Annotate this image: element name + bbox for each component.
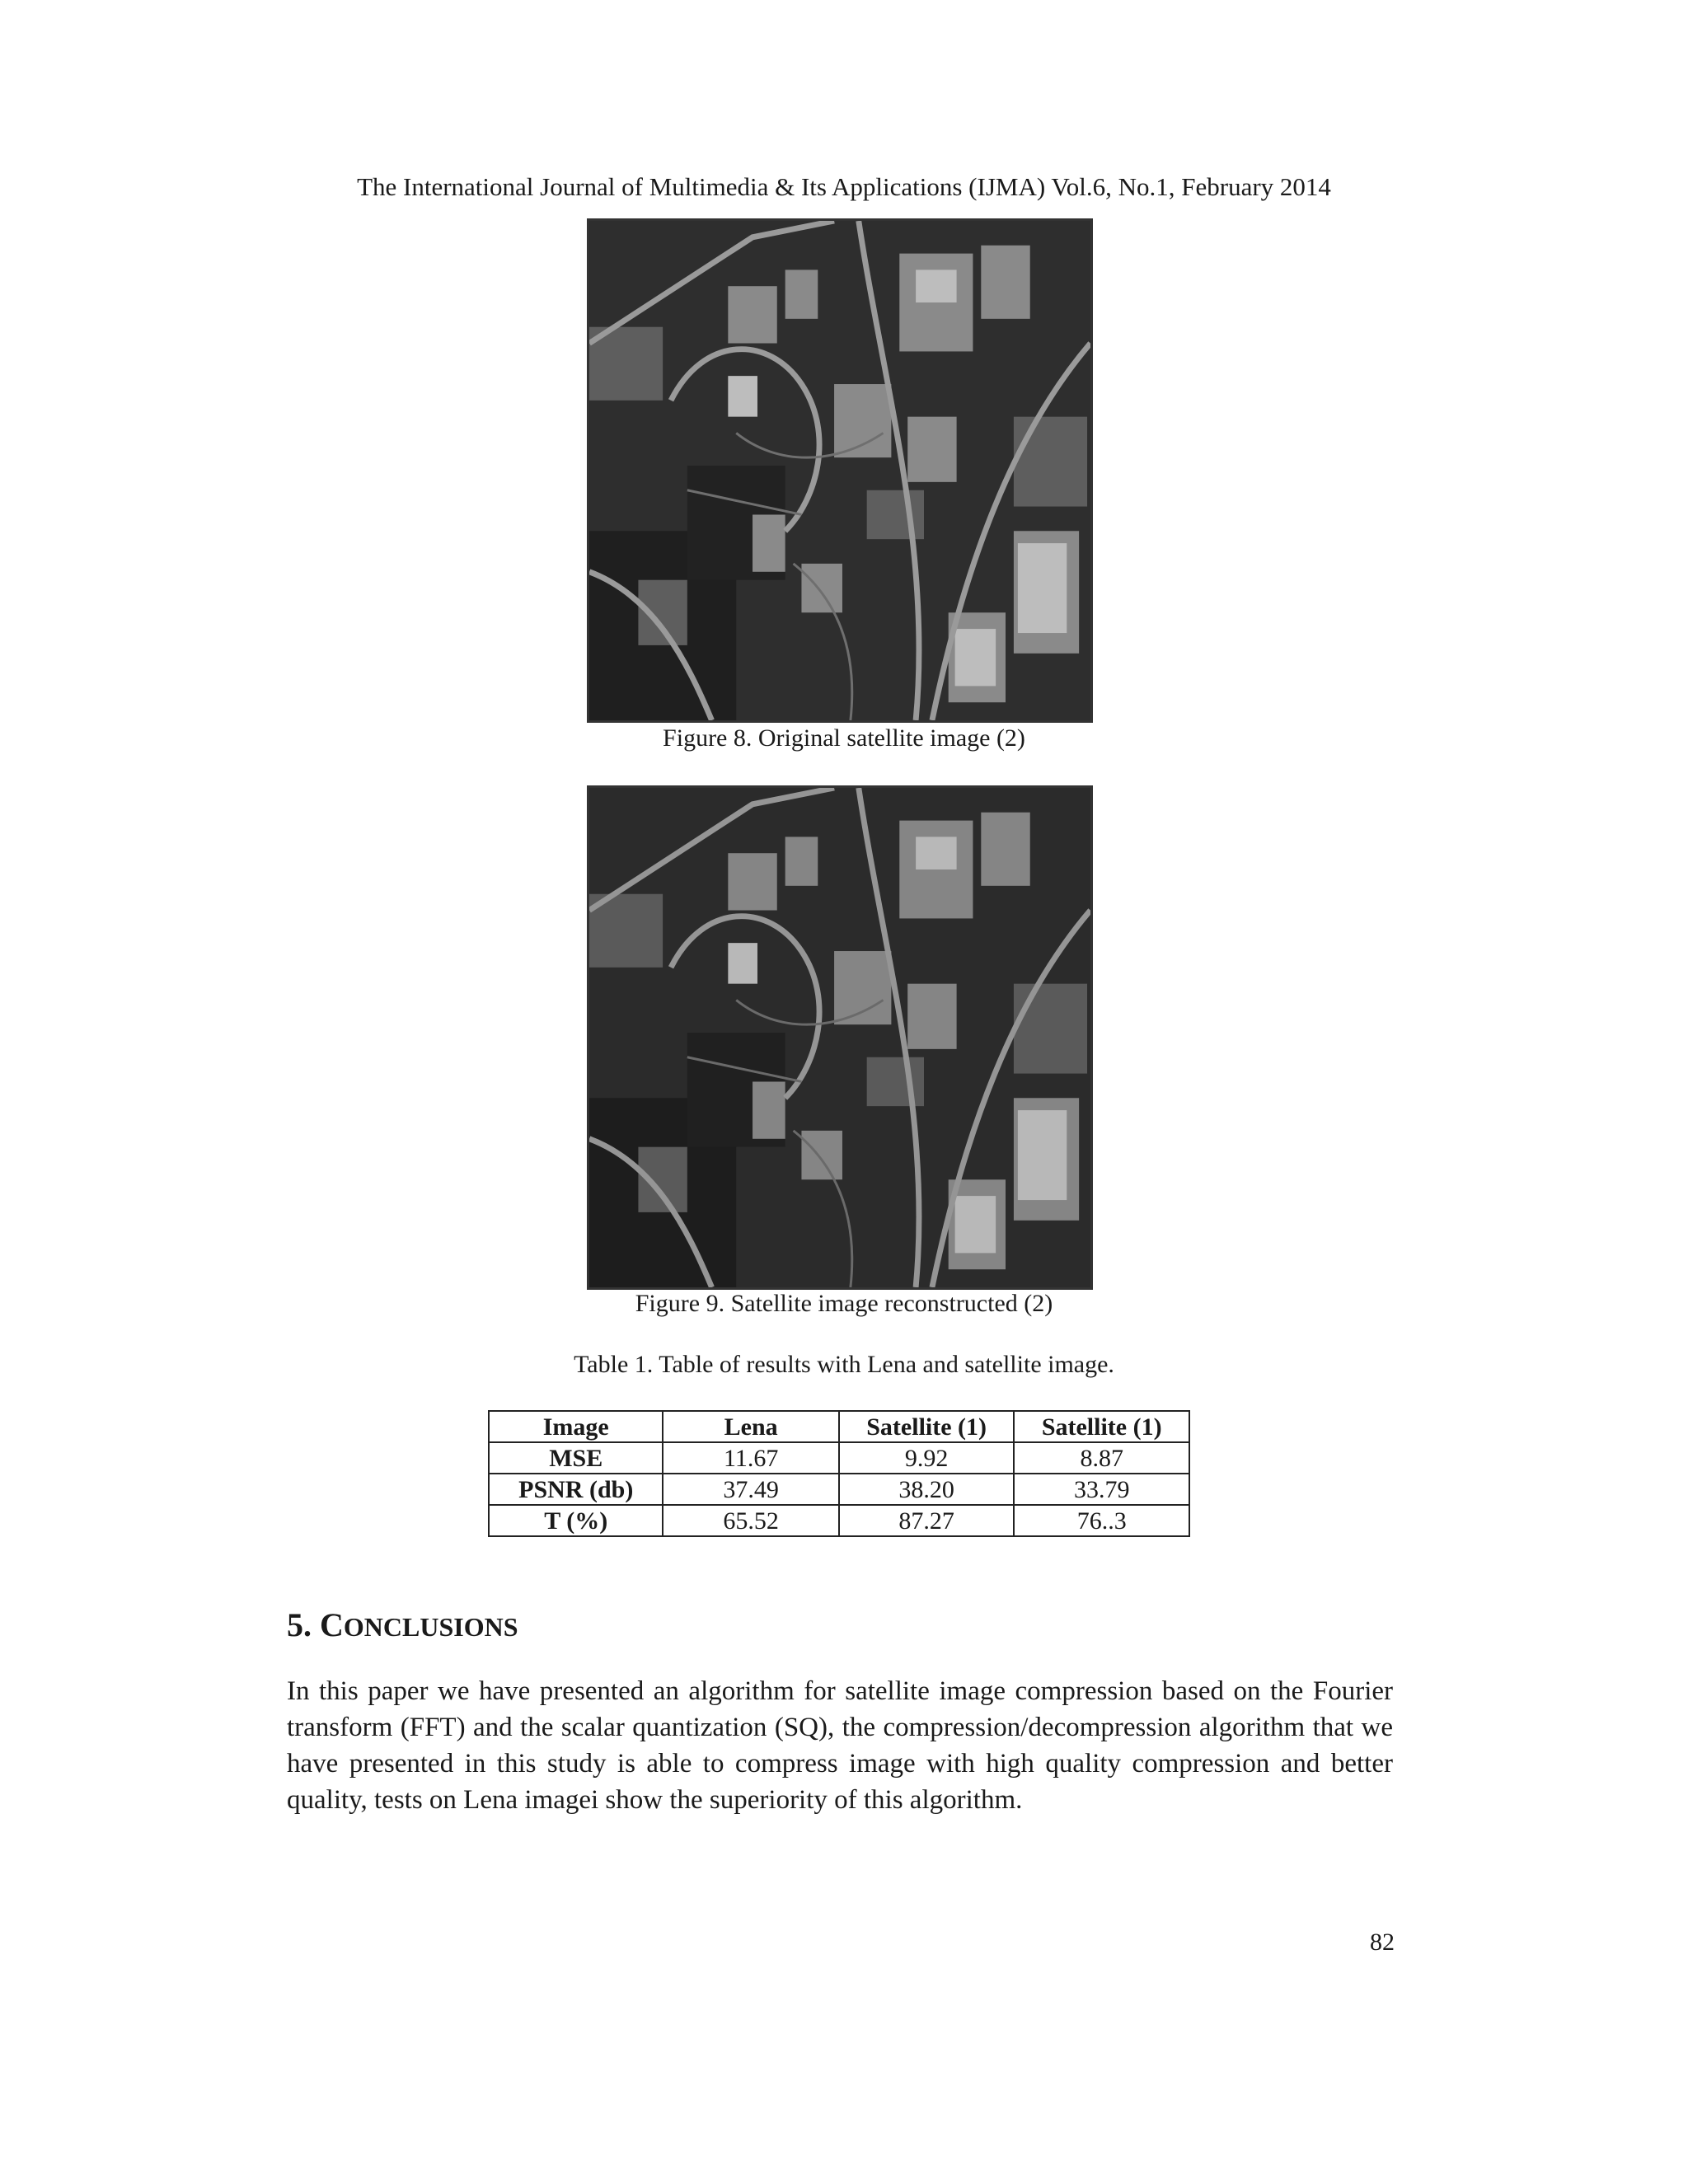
page-number: 82 <box>1370 1929 1395 1956</box>
table-cell: 8.87 <box>1014 1442 1189 1474</box>
table-row <box>489 1505 1189 1536</box>
figure-8-satellite-image <box>587 218 1093 723</box>
table-cell: 33.79 <box>1014 1474 1189 1505</box>
table-cell: 65.52 <box>663 1505 838 1536</box>
table-cell: 9.92 <box>839 1442 1015 1474</box>
figure-9-caption: Figure 9. Satellite image reconstructed (2) <box>635 1290 1053 1317</box>
section-heading-conclusions <box>287 1605 518 1647</box>
table-cell: 37.49 <box>663 1474 838 1505</box>
table-1-caption: Table 1. Table of results with Lena and satellite image. <box>574 1351 1114 1378</box>
row-label-mse: MSE <box>489 1442 663 1474</box>
satellite-image-original <box>589 221 1090 720</box>
table-cell: 87.27 <box>839 1505 1015 1536</box>
section-number: 5. <box>287 1606 312 1643</box>
row-label-t-percent: T (%) <box>489 1505 663 1536</box>
header-lena: Lena <box>663 1411 838 1442</box>
results-table <box>488 1410 1190 1537</box>
satellite-image-reconstructed <box>589 788 1090 1287</box>
figure-8-caption: Figure 8. Original satellite image (2) <box>663 724 1025 752</box>
header-satellite-1: Satellite (1) <box>839 1411 1015 1442</box>
table-row <box>489 1474 1189 1505</box>
section-title-initial: C <box>320 1606 344 1643</box>
table-header-row <box>489 1411 1189 1442</box>
header-satellite-2: Satellite (1) <box>1014 1411 1189 1442</box>
header-image: Image <box>489 1411 663 1442</box>
table-row <box>489 1442 1189 1474</box>
section-title-rest: ONCLUSIONS <box>343 1612 518 1642</box>
table-cell: 76..3 <box>1014 1505 1189 1536</box>
figure-9-satellite-image <box>587 785 1093 1290</box>
row-label-psnr: PSNR (db) <box>489 1474 663 1505</box>
conclusions-paragraph: In this paper we have presented an algorithm for satellite image compression based on the Fourier transform (FFT) and the scalar quantization (SQ), the compression/decompression algorithm that we have presented in this study is able to compress image with high quality compression and better quality, tests on Lena imagei show the superiority of this algorithm. <box>287 1676 1393 1815</box>
running-header: The International Journal of Multimedia & Its Applications (IJMA) Vol.6, No.1, February 2014 <box>357 172 1331 201</box>
table-cell: 11.67 <box>663 1442 838 1474</box>
table-cell: 38.20 <box>839 1474 1015 1505</box>
